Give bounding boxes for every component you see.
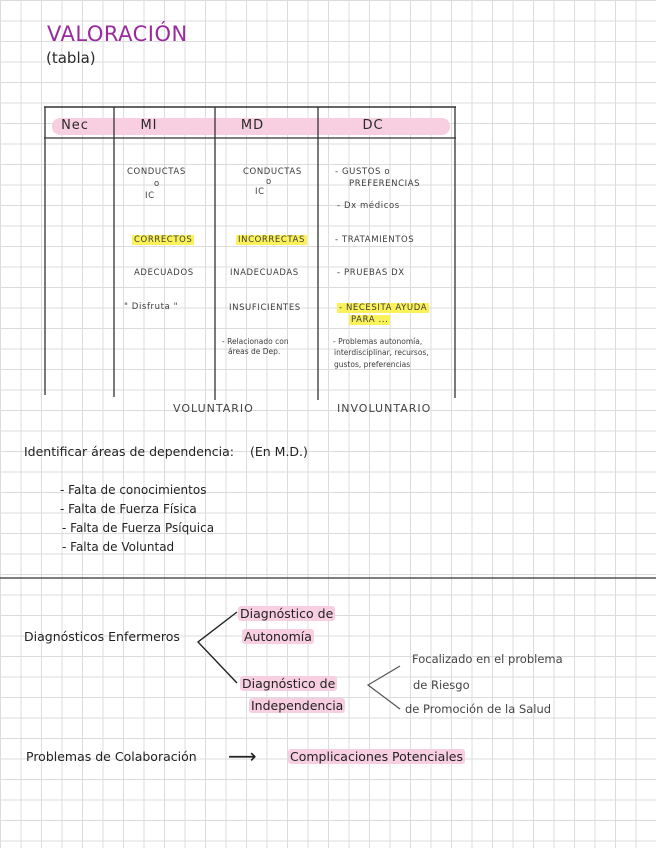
dc-para: PARA ...	[351, 315, 389, 325]
md-insuficientes: INSUFICIENTES	[229, 303, 301, 313]
collaboration-arrow: ⟶	[228, 744, 257, 768]
mi-o: o	[154, 179, 160, 189]
collaboration-label: Problemas de Colaboración	[26, 749, 197, 764]
footer-involuntario: INVOLUNTARIO	[337, 402, 432, 415]
dependency-note: (En M.D.)	[250, 444, 308, 459]
dx-focalizado: Focalizado en el problema	[412, 652, 563, 666]
dc-note-3: gustos, preferencias	[334, 360, 411, 369]
dx-independencia-line2: Independencia	[251, 698, 344, 713]
dx-independencia-line1: Diagnóstico de	[242, 676, 336, 691]
mi-ic: IC	[145, 191, 155, 201]
header-md: MD	[240, 118, 265, 133]
mi-disfruta: " Disfruta "	[124, 302, 179, 312]
dependency-item: - Falta de Fuerza Física	[60, 502, 197, 516]
independence-bracket	[368, 666, 400, 709]
dc-gustos: - GUSTOS o	[335, 167, 391, 177]
dependency-item: - Falta de Voluntad	[62, 540, 175, 554]
dependency-heading: Identificar áreas de dependencia:	[24, 444, 235, 459]
dc-preferencias: PREFERENCIAS	[349, 179, 421, 189]
mi-conductas: CONDUCTAS	[127, 167, 186, 177]
diagnostics-label: Diagnósticos Enfermeros	[24, 629, 180, 644]
mi-correctos: CORRECTOS	[134, 235, 193, 245]
header-nec: Nec	[61, 118, 89, 133]
dc-tratamientos: - TRATAMIENTOS	[335, 235, 415, 245]
page-subtitle: (tabla)	[46, 49, 96, 67]
page-title: VALORACIÓN	[47, 22, 188, 46]
dc-pruebas: - PRUEBAS DX	[337, 268, 405, 278]
dx-riesgo: de Riesgo	[413, 678, 470, 692]
diagnostics-bracket	[198, 612, 237, 683]
header-dc: DC	[362, 118, 384, 133]
md-ic: IC	[255, 187, 265, 197]
md-note-2: áreas de Dep.	[228, 347, 281, 356]
md-incorrectas: INCORRECTAS	[238, 235, 305, 245]
md-o: o	[266, 177, 272, 187]
dc-dx-medicos: - Dx médicos	[337, 201, 400, 211]
dc-note-1: - Problemas autonomía,	[333, 337, 423, 346]
md-conductas: CONDUCTAS	[243, 167, 302, 177]
footer-voluntario: VOLUNTARIO	[173, 402, 254, 415]
dc-note-2: interdisciplinar, recursos,	[334, 348, 429, 357]
dc-necesita: - NECESITA AYUDA	[339, 303, 428, 313]
md-note-1: - Relacionado con	[222, 337, 289, 346]
dx-autonomia-line2: Autonomía	[244, 629, 312, 644]
dx-promocion: de Promoción de la Salud	[405, 702, 552, 716]
collaboration-result: Complicaciones Potenciales	[290, 749, 463, 764]
header-mi: MI	[140, 118, 158, 133]
md-inadecuadas: INADECUADAS	[230, 268, 299, 278]
dx-autonomia-line1: Diagnóstico de	[240, 606, 334, 621]
mi-adecuados: ADECUADOS	[134, 268, 194, 278]
dependency-item: - Falta de conocimientos	[60, 483, 207, 497]
dependency-item: - Falta de Fuerza Psíquica	[62, 521, 215, 535]
